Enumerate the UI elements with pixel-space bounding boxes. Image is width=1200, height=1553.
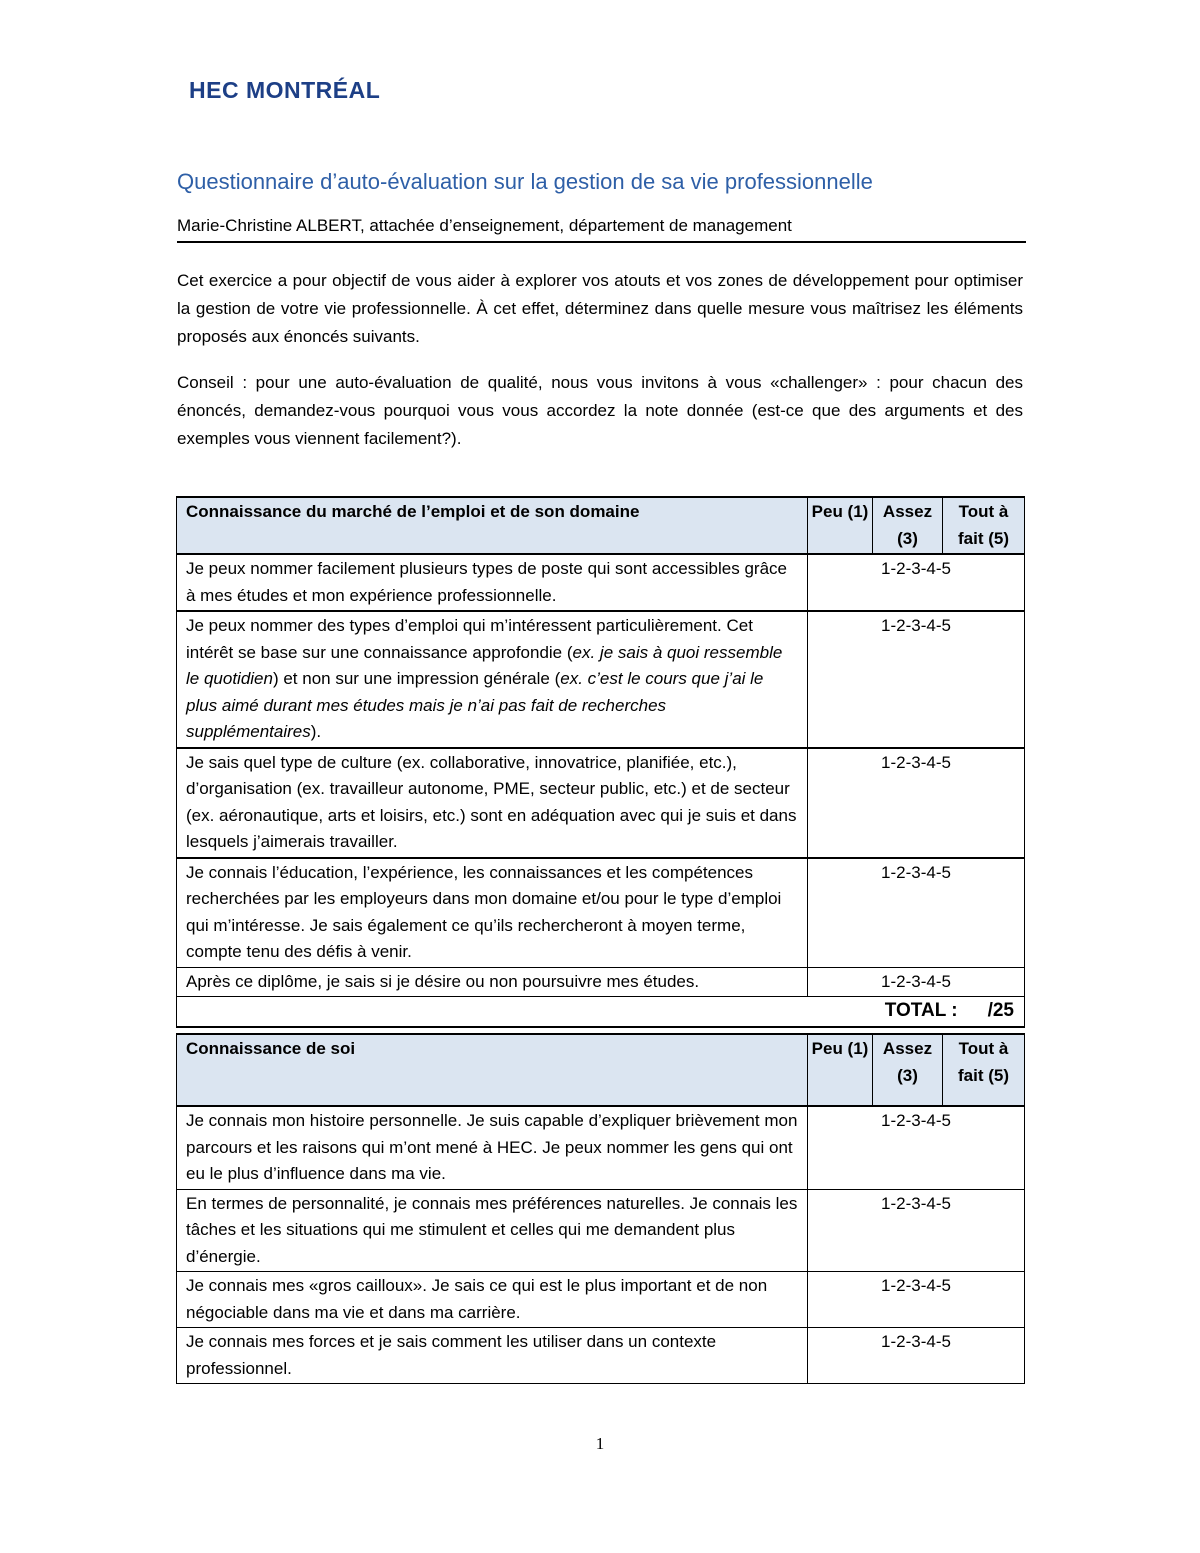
questionnaire-table-self-knowledge xyxy=(176,1033,1025,1384)
statement: Je peux nommer facilement plusieurs types de poste qui sont accessibles grâce à mes études et mon expérience professionnelle. xyxy=(177,554,808,611)
table-row xyxy=(177,1106,1025,1189)
rating-scale[interactable]: 1-2-3-4-5 xyxy=(808,1328,1025,1384)
rating-scale[interactable]: 1-2-3-4-5 xyxy=(808,858,1025,968)
scale-header-low: Peu (1) xyxy=(808,1034,873,1106)
total-cell xyxy=(177,997,1025,1027)
section-heading: Connaissance du marché de l’emploi et de son domaine xyxy=(177,497,808,554)
intro-paragraph: Cet exercice a pour objectif de vous aider à explorer vos atouts et vos zones de développement pour optimiser la gestion de votre vie professionnelle. À cet effet, déterminez dans quelle mesure vous maîtrisez les éléments proposés aux énoncés suivants. xyxy=(177,271,1023,346)
table-row xyxy=(177,1328,1025,1384)
rating-scale[interactable]: 1-2-3-4-5 xyxy=(808,967,1025,997)
section-heading: Connaissance de soi xyxy=(177,1034,808,1106)
statement: Je connais l’éducation, l’expérience, les connaissances et les compétences recherchées par les employeurs dans mon domaine et/ou pour le type d’emploi qui m’intéresse. Je sais également ce qu’ils rechercheront à moyen terme, compte tenu des défis à venir. xyxy=(177,858,808,968)
rating-scale[interactable]: 1-2-3-4-5 xyxy=(808,1106,1025,1189)
scale-header-low: Peu (1) xyxy=(808,497,873,554)
total-label: TOTAL : xyxy=(884,1000,958,1021)
scale-header-high: Tout à fait (5) xyxy=(943,497,1025,554)
scale-header-high: Tout à fait (5) xyxy=(943,1034,1025,1106)
table-row xyxy=(177,1189,1025,1272)
rating-scale[interactable]: 1-2-3-4-5 xyxy=(808,748,1025,858)
statement: Je sais quel type de culture (ex. collaborative, innovatrice, planifiée, etc.), d’organisation (ex. travailleur autonome, PME, secteur public, etc.) et de secteur (ex. aéronautique, arts et loisirs, etc.) sont en adéquation avec qui je suis et dans lesquels j’aimerais travailler. xyxy=(177,748,808,858)
document-title: Questionnaire d’auto-évaluation sur la gestion de sa vie professionnelle xyxy=(177,169,873,194)
table-row xyxy=(177,554,1025,611)
rating-scale[interactable]: 1-2-3-4-5 xyxy=(808,611,1025,748)
statement: Après ce diplôme, je sais si je désire ou non poursuivre mes études. xyxy=(177,967,808,997)
table-row xyxy=(177,611,1025,748)
rating-scale[interactable]: 1-2-3-4-5 xyxy=(808,1272,1025,1328)
table-header-row xyxy=(177,1034,1025,1106)
questionnaire-table-market-knowledge xyxy=(176,496,1025,1028)
rating-scale[interactable]: 1-2-3-4-5 xyxy=(808,554,1025,611)
statement: Je connais mes forces et je sais comment les utiliser dans un contexte professionnel. xyxy=(177,1328,808,1384)
total-row xyxy=(177,997,1025,1027)
statement: Je peux nommer des types d’emploi qui m’intéressent particulièrement. Cet intérêt se base sur une connaissance approfondie (ex. je sais à quoi ressemble le quotidien) et non sur une impression générale (ex. c’est le cours que j’ai le plus aimé durant mes études mais je n’ai pas fait de recherches supplémentaires). xyxy=(177,611,808,748)
page-number: 1 xyxy=(595,1434,605,1453)
table-row xyxy=(177,858,1025,968)
table-row xyxy=(177,1272,1025,1328)
statement: En termes de personnalité, je connais mes préférences naturelles. Je connais les tâches et les situations qui me stimulent et celles qui me demandent plus d’énergie. xyxy=(177,1189,808,1272)
author-line: Marie-Christine ALBERT, attachée d’enseignement, département de management xyxy=(177,213,1026,243)
scale-header-mid: Assez (3) xyxy=(873,497,943,554)
total-value[interactable]: /25 xyxy=(987,1000,1014,1021)
scale-header-mid: Assez (3) xyxy=(873,1034,943,1106)
statement: Je connais mon histoire personnelle. Je suis capable d’expliquer brièvement mon parcours et les raisons qui m’ont mené à HEC. Je peux nommer les gens qui ont eu le plus d’influence dans ma vie. xyxy=(177,1106,808,1189)
statement: Je connais mes «gros cailloux». Je sais ce qui est le plus important et de non négociable dans ma vie et dans ma carrière. xyxy=(177,1272,808,1328)
advice-paragraph: Conseil : pour une auto-évaluation de qualité, nous vous invitons à vous «challenger» : pour chacun des énoncés, demandez-vous pourquoi vous vous accordez la note donnée (est-ce que des arguments et des exemples vous viennent facilement?). xyxy=(177,373,1023,448)
hec-montreal-logo: HEC MONTRÉAL xyxy=(189,77,381,103)
table-header-row xyxy=(177,497,1025,554)
table-row xyxy=(177,967,1025,997)
table-row xyxy=(177,748,1025,858)
rating-scale[interactable]: 1-2-3-4-5 xyxy=(808,1189,1025,1272)
